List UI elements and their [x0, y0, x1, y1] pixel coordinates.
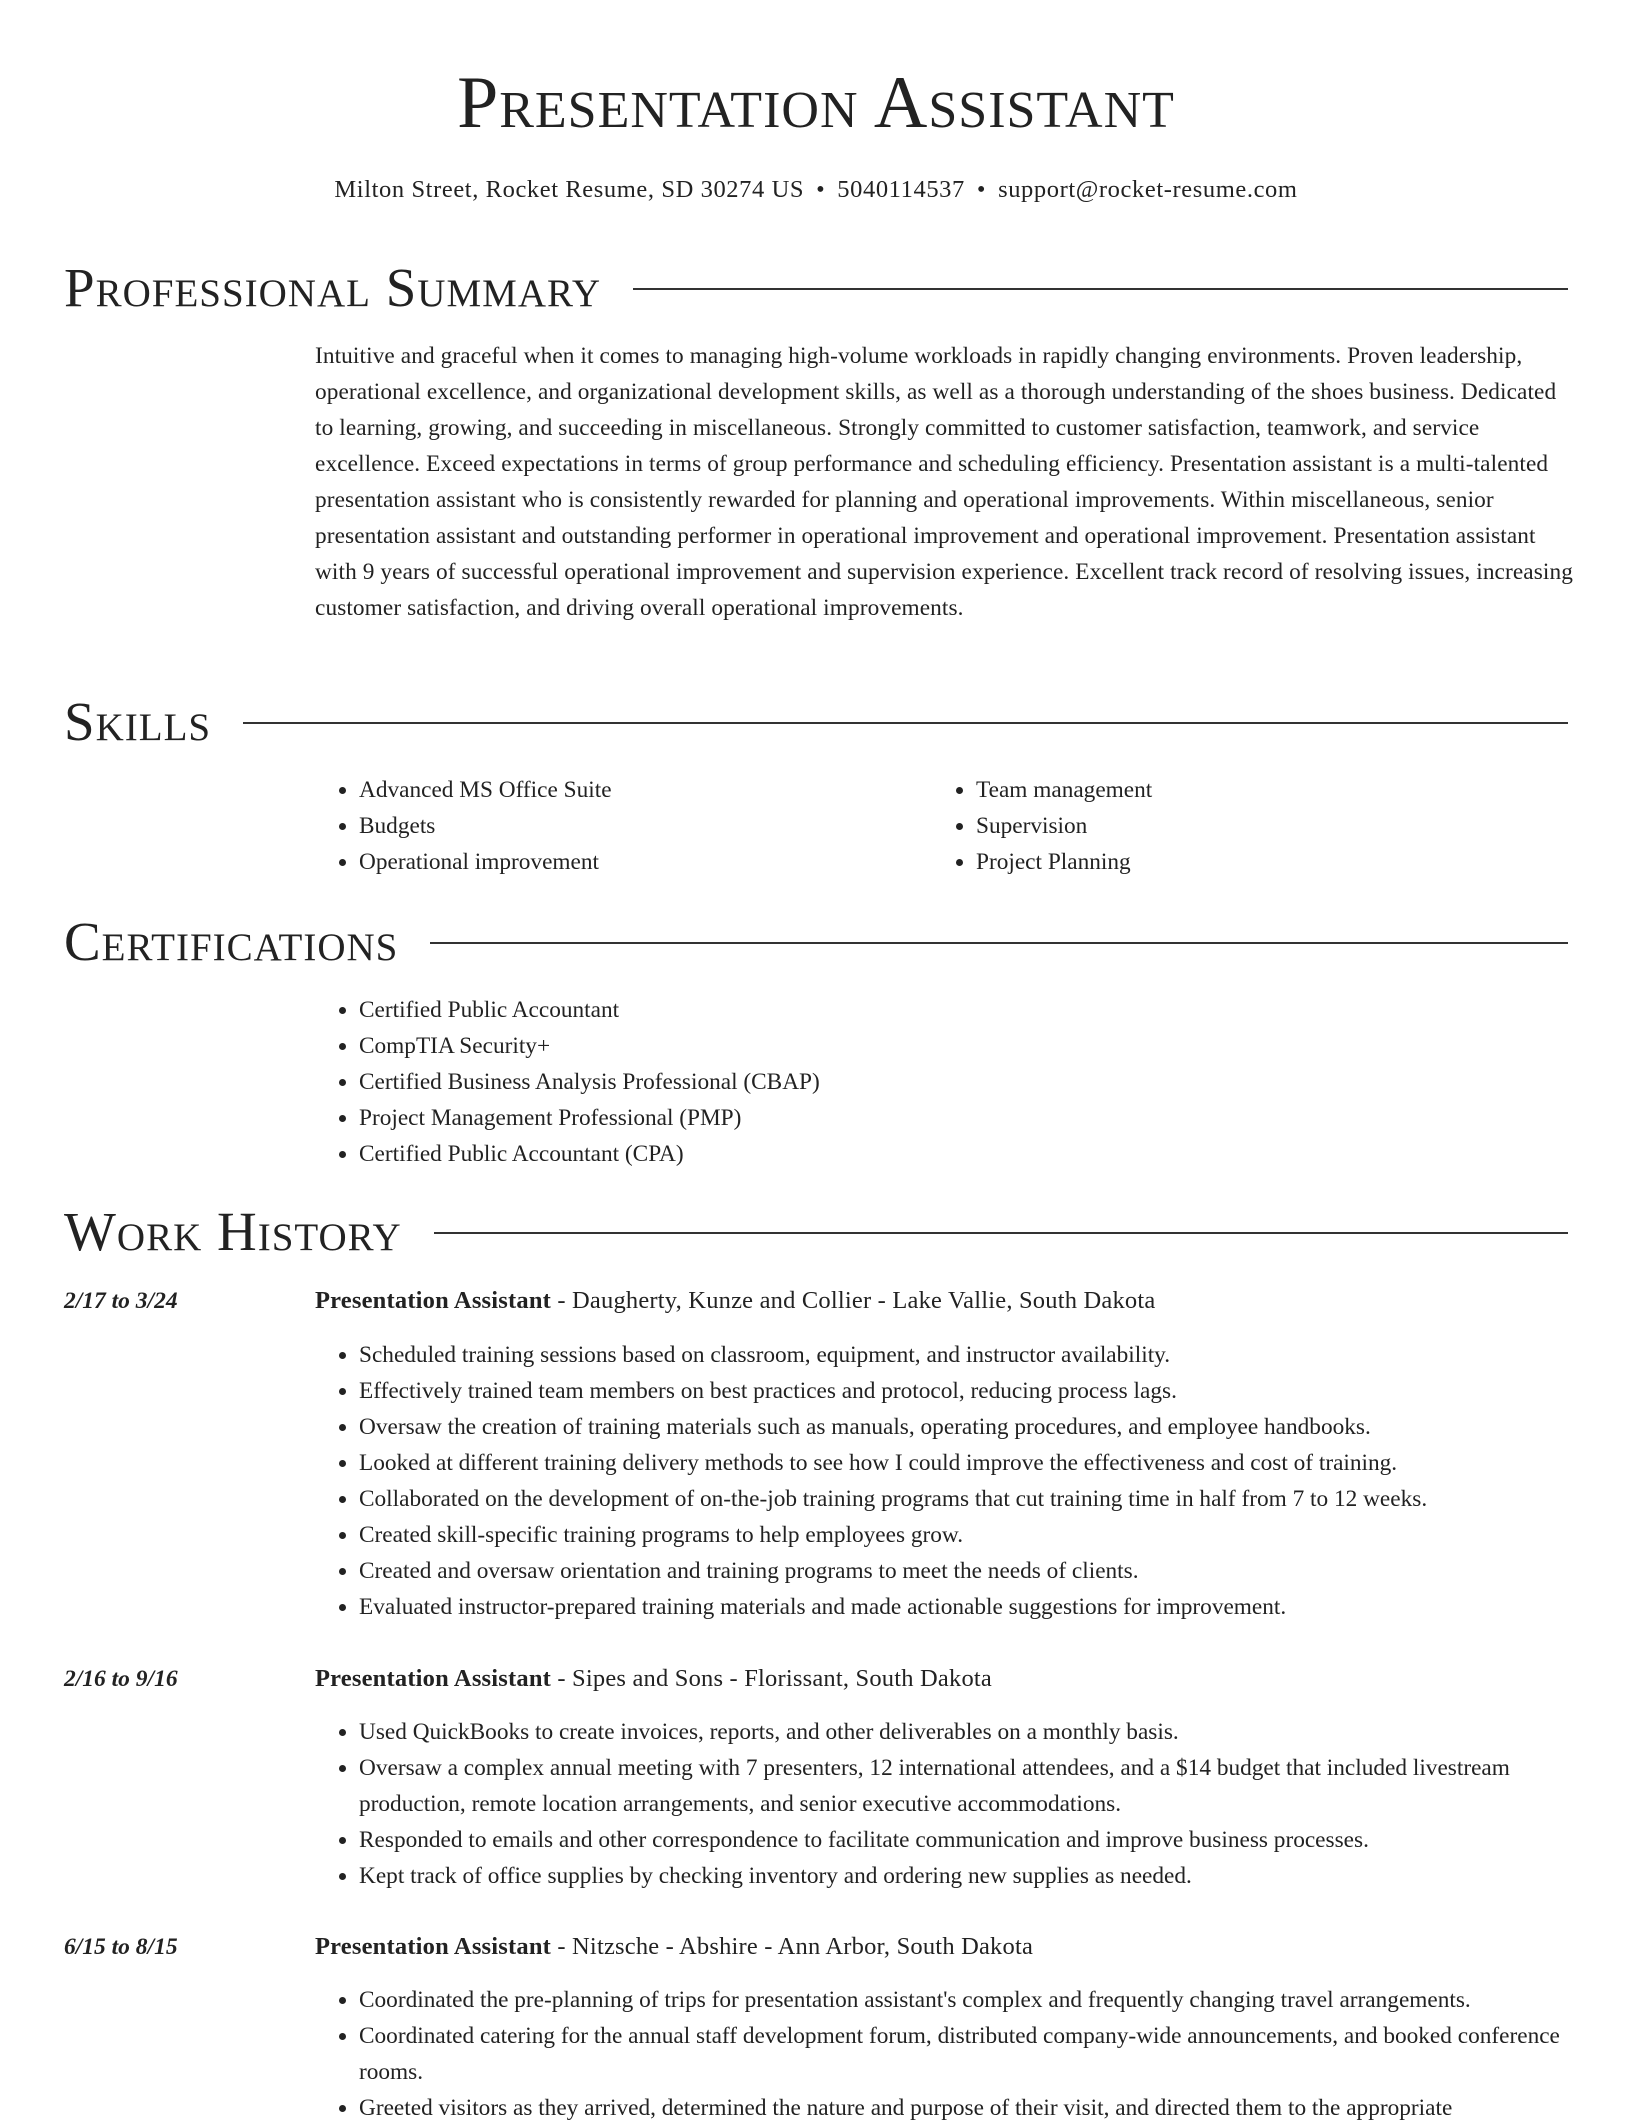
skill-item: • Project Planning — [976, 844, 1152, 880]
job-duty-item: • Coordinated catering for the annual staff development forum, distributed company-wide announcements, and booked conference rooms. — [359, 2018, 1580, 2090]
job-dates: 2/17 to 3/24 — [64, 1288, 178, 1314]
summary-text: Intuitive and graceful when it comes to managing high-volume workloads in rapidly changing environments. Proven leadership, operational excellence, and organizational development skills, as well as a thorough understanding of the shoes business. Dedicated to learning, growing, and succeeding in miscellaneous. Strongly committed to customer satisfaction, teamwork, and service excellence. Exceed expectations in terms of group performance and scheduling efficiency. Presentation assistant is a multi-talented presentation assistant who is consistently rewarded for planning and operational improvements. Within miscellaneous, senior presentation assistant and outstanding performer in operational improvement and operational improvement. Presentation assistant with 9 years of successful operational improvement and supervision experience. Excellent track record of resolving issues, increasing customer satisfaction, and driving overall operational improvements. — [315, 343, 1573, 621]
section-divider — [633, 288, 1568, 290]
job-duties-list — [315, 1714, 1580, 1894]
job-duty-item: • Oversaw the creation of training materials such as manuals, operating procedures, and employee handbooks. — [359, 1409, 1580, 1445]
job-duty-item: • Evaluated instructor-prepared training materials and made actionable suggestions for improvement. — [359, 1589, 1580, 1625]
job-duty-item: • Oversaw a complex annual meeting with 7 presenters, 12 international attendees, and a $14 budget that included livestream production, remote location arrangements, and senior executive accommodations. — [359, 1750, 1580, 1822]
job-duty-item: • Kept track of office supplies by checking inventory and ordering new supplies as needed. — [359, 1858, 1580, 1894]
job-duty-item: • Looked at different training delivery methods to see how I could improve the effectiveness and cost of training. — [359, 1445, 1580, 1481]
certification-item: • Certified Business Analysis Professional (CBAP) — [359, 1064, 820, 1100]
job-duty-item: • Responded to emails and other correspondence to facilitate communication and improve business processes. — [359, 1822, 1580, 1858]
skill-item: • Budgets — [359, 808, 612, 844]
summary-section-header — [64, 258, 1568, 318]
section-divider — [434, 1232, 1568, 1234]
contact-line — [0, 174, 1632, 206]
job-duty-item: • Collaborated on the development of on-the-job training programs that cut training time in half from 7 to 12 weeks. — [359, 1481, 1580, 1517]
certification-item: • CompTIA Security+ — [359, 1028, 820, 1064]
contact-separator: • — [976, 176, 987, 203]
job-duties-list — [315, 1337, 1580, 1625]
certification-item: • Project Management Professional (PMP) — [359, 1100, 820, 1136]
skills-section-header — [64, 692, 1568, 752]
job-employer-location: - Daugherty, Kunze and Collier - Lake Vallie, South Dakota — [551, 1287, 1156, 1314]
job-title-line — [315, 1929, 1033, 1965]
contact-email: support@rocket-resume.com — [998, 176, 1298, 203]
job-duty-item: • Effectively trained team members on best practices and protocol, reducing process lags. — [359, 1373, 1580, 1409]
work-history-section-title: Work History — [64, 1201, 402, 1262]
certifications-section-title: Certifications — [64, 911, 399, 972]
job-duty-item: • Created skill-specific training programs to help employees grow. — [359, 1517, 1580, 1553]
job-duty-item: • Used QuickBooks to create invoices, reports, and other deliverables on a monthly basis. — [359, 1714, 1580, 1750]
job-role: Presentation Assistant — [315, 1665, 552, 1692]
work-history-section-header — [64, 1202, 1568, 1262]
skill-item: • Advanced MS Office Suite — [359, 772, 612, 808]
job-role: Presentation Assistant — [315, 1287, 552, 1314]
job-employer-location: - Sipes and Sons - Florissant, South Dakota — [551, 1665, 992, 1692]
job-duty-item: • Greeted visitors as they arrived, determined the nature and purpose of their visit, and directed them to the appropriate — [359, 2090, 1580, 2126]
section-divider — [430, 942, 1568, 944]
certification-item: • Certified Public Accountant (CPA) — [359, 1136, 820, 1172]
section-divider — [243, 722, 1568, 724]
skills-column-right — [932, 772, 1152, 880]
certification-item: • Certified Public Accountant — [359, 992, 820, 1028]
job-title-line — [315, 1283, 1155, 1319]
summary-section-title: Professional Summary — [64, 257, 602, 318]
job-duties-list — [315, 1982, 1580, 2126]
job-role: Presentation Assistant — [315, 1933, 552, 1960]
contact-address: Milton Street, Rocket Resume, SD 30274 US — [334, 176, 805, 203]
job-dates: 2/16 to 9/16 — [64, 1666, 178, 1692]
skill-item: • Operational improvement — [359, 844, 612, 880]
skill-item: • Supervision — [976, 808, 1152, 844]
skills-column-left — [315, 772, 612, 880]
skill-item: • Team management — [976, 772, 1152, 808]
job-employer-location: - Nitzsche - Abshire - Ann Arbor, South Dakota — [551, 1933, 1034, 1960]
job-duty-item: • Created and oversaw orientation and training programs to meet the needs of clients. — [359, 1553, 1580, 1589]
resume-name-heading: Presentation Assistant — [457, 62, 1175, 144]
job-duty-item: • Scheduled training sessions based on classroom, equipment, and instructor availability. — [359, 1337, 1580, 1373]
contact-separator: • — [816, 176, 826, 203]
job-dates: 6/15 to 8/15 — [64, 1934, 178, 1960]
certifications-section-header — [64, 912, 1568, 972]
certifications-list — [315, 992, 820, 1172]
job-title-line — [315, 1661, 992, 1697]
contact-phone: 5040114537 — [837, 176, 965, 203]
skills-section-title: Skills — [64, 691, 212, 752]
job-duty-item: • Coordinated the pre-planning of trips for presentation assistant's complex and frequently changing travel arrangements. — [359, 1982, 1580, 2018]
